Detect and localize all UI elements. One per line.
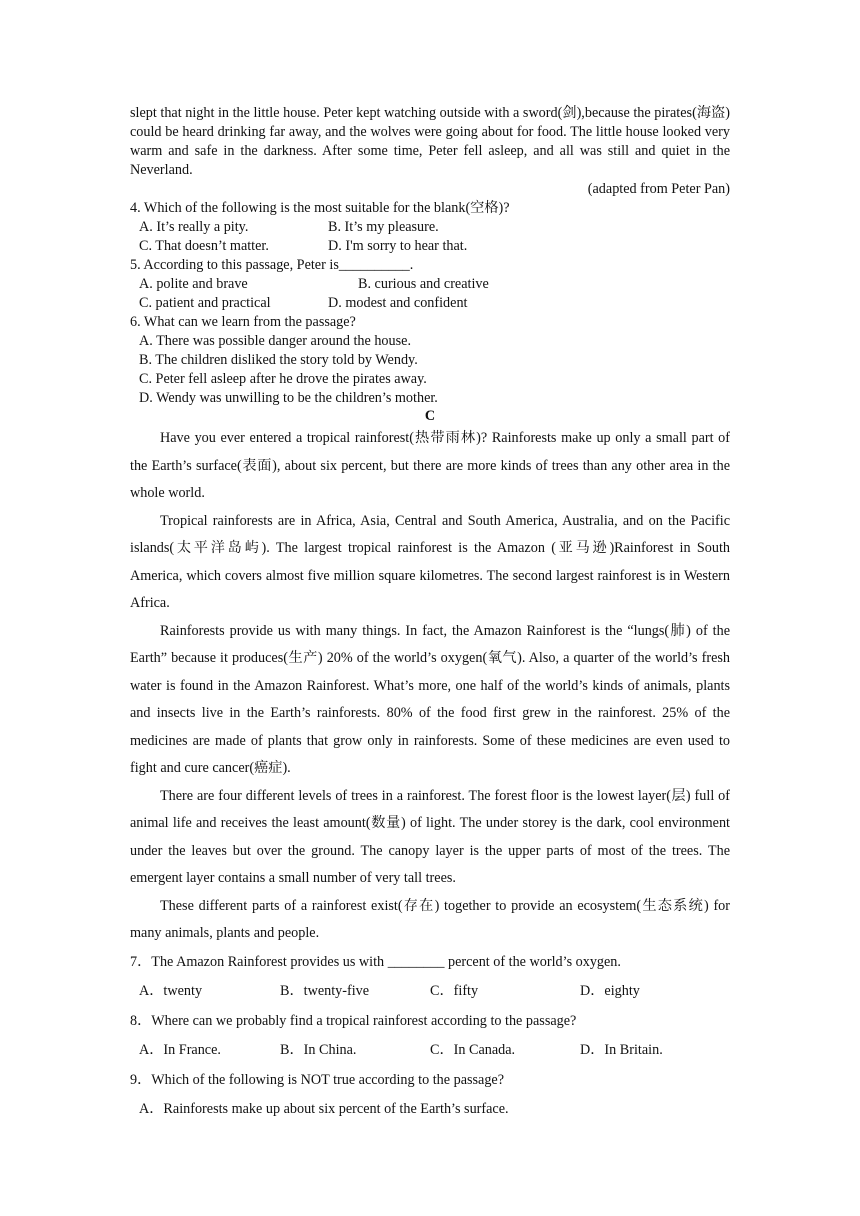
option-6b: B. The children disliked the story told by Wendy. <box>139 352 418 368</box>
document-page <box>130 104 730 1125</box>
section-c-heading: C <box>424 408 436 424</box>
section-c-paragraph-1: Have you ever entered a tropical rainforest(热带雨林)? Rainforests make up only a small part of the Earth’s surface(表面), about six percent, but there are more kinds of trees than any other area in the whole world. <box>130 430 730 501</box>
option-7d: D．eighty <box>580 983 640 999</box>
option-5c: C. patient and practical <box>139 295 271 311</box>
option-5d: D. modest and confident <box>328 295 468 311</box>
option-4b: B. It’s my pleasure. <box>328 219 439 235</box>
section-c-paragraph-5: These different parts of a rainforest exist(存在) together to provide an ecosystem(生态系统) for many animals, plants and people. <box>130 897 730 941</box>
passage-source: (adapted from Peter Pan) <box>587 181 730 197</box>
option-9a: A．Rainforests make up about six percent of the Earth’s surface. <box>139 1101 509 1117</box>
option-7c: C．fifty <box>430 983 479 999</box>
option-8b: B．In China. <box>280 1042 357 1058</box>
option-5a: A. polite and brave <box>139 276 248 292</box>
question-6-stem: 6. What can we learn from the passage? <box>130 314 356 330</box>
option-6c: C. Peter fell asleep after he drove the pirates away. <box>139 371 427 387</box>
section-c-paragraph-2: Tropical rainforests are in Africa, Asia, Central and South America, Australia, and on the Pacific islands(太平洋岛屿). The largest tropical rainforest is the Amazon (亚马逊)Rainforest in South America, which covers almost five million square kilometres. The second largest rainforest is in Western Africa. <box>130 512 730 611</box>
option-6a: A. There was possible danger around the house. <box>139 333 411 349</box>
option-4a: A. It’s really a pity. <box>139 219 249 235</box>
question-7 <box>130 948 730 1007</box>
passage-b-ending: slept that night in the little house. Peter kept watching outside with a sword(剑),because the pirates(海盗) could be heard drinking far away, and the wolves were going about for food. The little house looked very warm and safe in the darkness. After some time, Peter fell asleep, and all was still and quiet in the Neverland. <box>130 105 730 178</box>
option-7b: B．twenty-five <box>280 983 370 999</box>
question-4 <box>130 199 730 256</box>
question-4-stem: 4. Which of the following is the most suitable for the blank(空格)? <box>130 200 510 216</box>
question-5-stem: 5. According to this passage, Peter is__________. <box>130 257 414 273</box>
option-6d: D. Wendy was unwilling to be the children’s mother. <box>139 390 438 406</box>
section-c-paragraph-3: Rainforests provide us with many things. In fact, the Amazon Rainforest is the “lungs(肺) of the Earth” because it produces(生产) 20% of the world’s oxygen(氧气). Also, a quarter of the world’s fresh water is found in the Amazon Rainforest. What’s more, one half of the world’s kinds of animals, plants and insects live in the Earth’s rainforests. 80% of the food first grew in the rainforest. 25% of the medicines are made of plants that grow only in rainforests. Some of these medicines are even used to fight and cure cancer(癌症). <box>130 622 730 776</box>
question-9-stem: 9．Which of the following is NOT true according to the passage? <box>130 1071 505 1088</box>
option-8d: D．In Britain. <box>580 1042 663 1058</box>
question-6 <box>130 313 730 408</box>
option-7a: A．twenty <box>139 983 203 999</box>
question-7-stem: 7．The Amazon Rainforest provides us with ________ percent of the world’s oxygen. <box>130 953 621 970</box>
option-8c: C．In Canada. <box>430 1042 516 1058</box>
option-8a: A．In France. <box>139 1042 221 1058</box>
section-c-paragraph-4: There are four different levels of trees in a rainforest. The forest floor is the lowest layer(层) full of animal life and receives the least amount(数量) of light. The under storey is the dark, cool environment under the leaves but over the ground. The canopy layer is the upper parts of most of the trees. The emergent layer contains a small number of very tall trees. <box>130 787 730 886</box>
question-8 <box>130 1007 730 1066</box>
question-8-stem: 8．Where can we probably find a tropical rainforest according to the passage? <box>130 1012 577 1029</box>
question-9 <box>130 1066 730 1125</box>
option-4c: C. That doesn’t matter. <box>139 238 269 254</box>
question-5 <box>130 256 730 313</box>
option-5b: B. curious and creative <box>358 276 489 292</box>
option-4d: D. I'm sorry to hear that. <box>328 238 468 254</box>
